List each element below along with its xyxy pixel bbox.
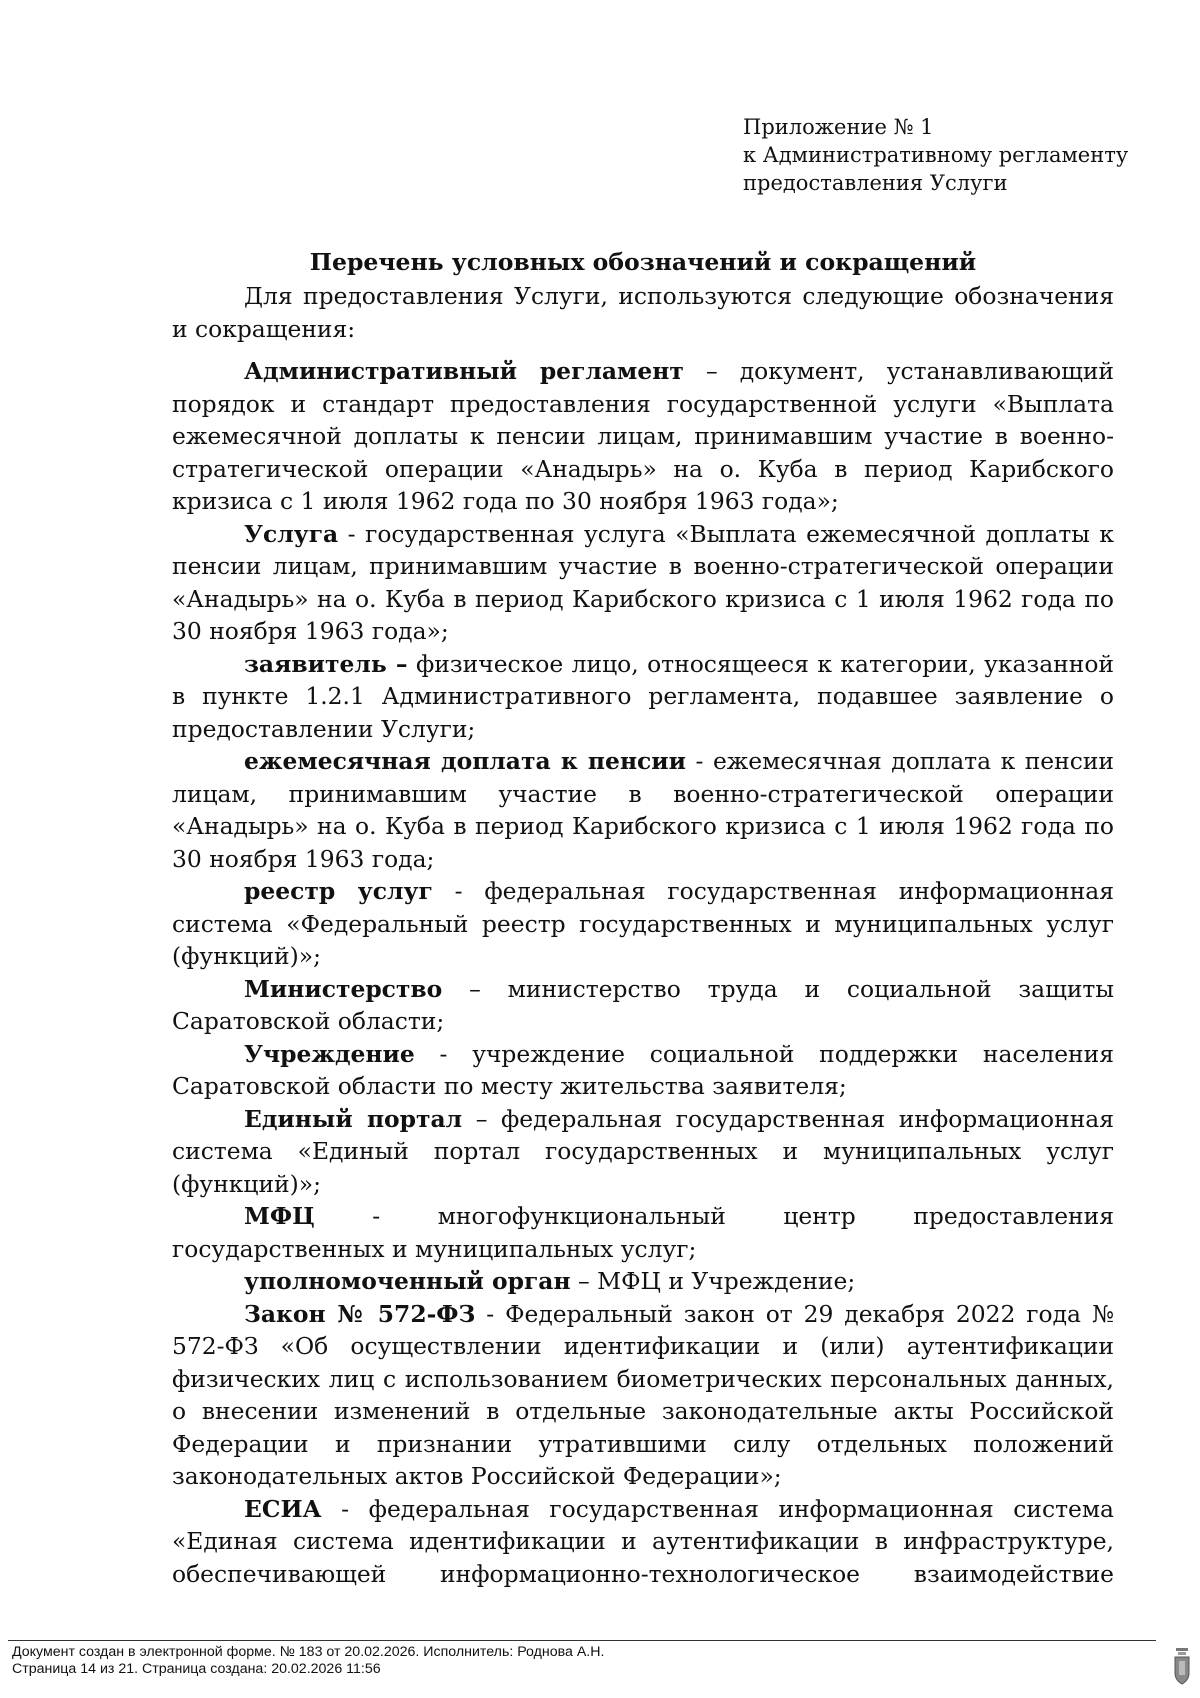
definition-term: уполномоченный орган <box>244 1267 571 1295</box>
definition-item <box>172 1038 1114 1103</box>
definition-text: федеральная государственная информационная система «Единая система идентификации и аутентификации в инфраструктуре, обеспечивающей информационно-технологическое взаимодействие <box>172 1494 1114 1588</box>
definition-text: федеральная государственная информационная система «Единый портал государственных и муниципальных услуг (функций)»; <box>172 1104 1114 1198</box>
definition-item <box>172 1298 1114 1493</box>
appendix-header <box>743 113 1128 197</box>
definition-separator: – <box>462 1104 501 1133</box>
definition-item <box>172 1265 1114 1298</box>
definition-item <box>172 518 1114 648</box>
definition-separator: - <box>314 1202 438 1230</box>
definition-term: ЕСИА <box>244 1494 322 1523</box>
definition-separator: - <box>321 1494 369 1523</box>
definition-text: федеральная государственная информационная система «Федеральный реестр государственных и муниципальных услуг (функций)»; <box>172 877 1114 970</box>
definition-term: заявитель – <box>244 649 408 678</box>
coat-of-arms-icon <box>1172 1646 1192 1686</box>
definition-item <box>172 973 1114 1038</box>
definition-term: Закон № 572-ФЗ <box>244 1299 476 1328</box>
footer-line-2: Страница 14 из 21. Страница создана: 20.02.2026 11:56 <box>12 1660 381 1677</box>
definition-term: Административный регламент <box>244 357 684 385</box>
definition-item <box>172 355 1114 518</box>
definition-separator <box>408 650 416 678</box>
page-title: Перечень условных обозначений и сокращений <box>309 248 977 276</box>
definition-item <box>172 1103 1114 1201</box>
definition-text: министерство труда и социальной защиты Саратовской области; <box>172 974 1114 1035</box>
definition-term: Услуга <box>244 519 339 548</box>
definition-text: учреждение социальной поддержки населения Саратовской области по месту жительства заявителя; <box>172 1039 1114 1100</box>
definition-term: Министерство <box>244 974 443 1003</box>
definition-text: физическое лицо, относящееся к категории, указанной в пункте 1.2.1 Административного регламента, подавшее заявление о предоставлении Услуги; <box>172 649 1115 743</box>
definition-term: Единый портал <box>244 1104 463 1133</box>
definition-term: МФЦ <box>244 1202 315 1230</box>
definition-text: многофункциональный центр предоставления государственных и муниципальных услуг; <box>172 1202 1114 1263</box>
definition-item <box>172 648 1114 746</box>
document-footer <box>12 1644 604 1677</box>
definition-text: документ, устанавливающий порядок и стандарт предоставления государственной услуги «Выплата ежемесячной доплаты к пенсии лицам, принимавшим участие в военно-стратегической операции «Анадырь» на о. Куба в период Карибского кризиса с 1 июля 1962 года по 30 ноября 1963 года»; <box>172 357 1115 515</box>
footer-divider <box>8 1640 1156 1641</box>
definition-separator: - <box>686 747 713 775</box>
definition-term: реестр услуг <box>244 877 433 905</box>
definition-item <box>172 1493 1114 1591</box>
appendix-line-3: предоставления Услуги <box>743 171 1008 195</box>
definition-item <box>172 875 1114 973</box>
definition-term: ежемесячная доплата к пенсии <box>244 747 686 775</box>
definition-text: Федеральный закон от 29 декабря 2022 года № 572-ФЗ «Об осуществлении идентификации и (или) аутентификации физических лиц с использованием биометрических персональных данных, о внесении изменений в отдельные законодательные акты Российской Федерации и признании утратившими силу отдельных положений законодательных актов Российской Федерации»; <box>172 1299 1114 1490</box>
intro-paragraph: Для предоставления Услуги, используются следующие обозначения и сокращения: <box>172 282 1114 343</box>
footer-line-1: Документ создан в электронной форме. № 183 от 20.02.2026. Исполнитель: Роднова А.Н. <box>12 1644 605 1660</box>
definition-separator: - <box>475 1299 506 1328</box>
definition-item <box>172 745 1114 875</box>
definition-separator: – <box>570 1267 598 1295</box>
definition-separator: - <box>338 519 366 548</box>
definition-separator: – <box>683 357 740 385</box>
definition-term: Учреждение <box>244 1039 415 1068</box>
appendix-line-1: Приложение № 1 <box>743 115 934 139</box>
definition-separator: - <box>414 1039 473 1068</box>
definition-item <box>172 1200 1114 1265</box>
appendix-line-2: к Административному регламенту <box>743 143 1129 167</box>
definition-separator: – <box>442 974 508 1003</box>
document-body <box>172 246 1114 1590</box>
definition-text: ежемесячная доплата к пенсии лицам, принимавшим участие в военно-стратегической операции «Анадырь» на о. Куба в период Карибского кризиса с 1 июля 1962 года по 30 ноября 1963 года; <box>172 747 1115 873</box>
definition-separator: - <box>432 877 485 905</box>
definition-text: МФЦ и Учреждение; <box>597 1267 856 1295</box>
definition-text: государственная услуга «Выплата ежемесячной доплаты к пенсии лицам, принимавшим участие в военно-стратегической операции «Анадырь» на о. Куба в период Карибского кризиса с 1 июля 1962 года по 30 ноября 1963 года»; <box>172 519 1114 645</box>
